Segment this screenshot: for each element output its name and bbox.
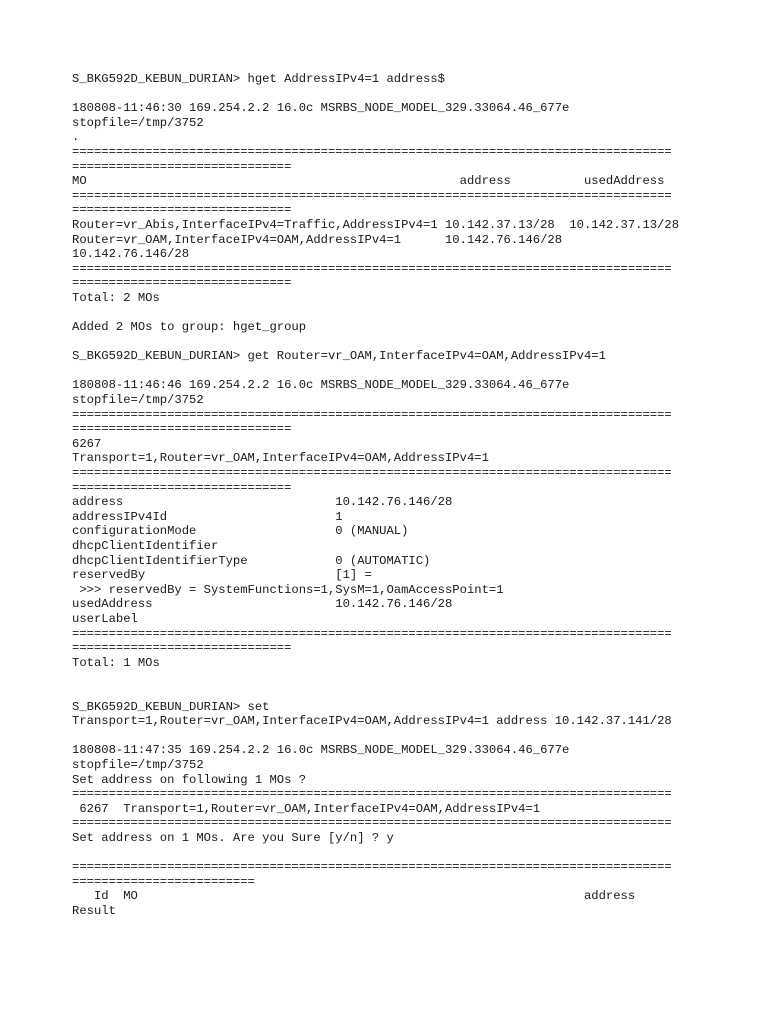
attribute-row: dhcpClientIdentifier — [72, 539, 219, 553]
stopfile-line: stopfile=/tmp/3752 — [72, 393, 204, 408]
separator-line: ============================== — [72, 276, 292, 291]
blank-line — [72, 845, 702, 860]
attribute-row: address 10.142.76.146/28 — [72, 495, 453, 510]
command-line-hget: S_BKG592D_KEBUN_DURIAN> hget AddressIPv4=1 address$ — [72, 72, 445, 86]
blank-line — [72, 364, 702, 379]
attribute-row: userLabel — [72, 611, 138, 626]
separator-line: ================================================================================== — [72, 407, 672, 422]
table-row: Router=vr_OAM,InterfaceIPv4=OAM,AddressIPv4=1 10.142.76.146/28 — [72, 232, 563, 247]
timestamp-line: 180808-11:47:35 169.254.2.2 16.0c MSRBS_NODE_MODEL_329.33064.46_677e — [72, 743, 570, 758]
result-header-continuation: Result — [72, 903, 116, 918]
separator-line: ================================================================================== — [72, 188, 672, 203]
stopfile-line: stopfile=/tmp/3752 — [72, 115, 204, 130]
attribute-row: dhcpClientIdentifierType 0 (AUTOMATIC) — [72, 553, 431, 568]
separator-line: ========================= — [72, 874, 255, 889]
group-added-line: Added 2 MOs to group: hget_group — [72, 320, 307, 335]
total-line: Total: 1 MOs — [72, 655, 160, 670]
separator-line: ============================== — [72, 641, 292, 656]
separator-line: ================================================================================== — [72, 787, 672, 802]
blank-line — [72, 306, 702, 321]
separator-line: ============================== — [72, 480, 292, 495]
timestamp-line: 180808-11:46:46 169.254.2.2 16.0c MSRBS_NODE_MODEL_329.33064.46_677e — [72, 378, 570, 393]
mo-id-line: 6267 — [72, 436, 102, 451]
separator-line: ============================== — [72, 422, 292, 437]
timestamp-line: 180808-11:46:30 169.254.2.2 16.0c MSRBS_NODE_MODEL_329.33064.46_677e — [72, 101, 570, 116]
stopfile-line: stopfile=/tmp/3752 — [72, 757, 204, 772]
terminal-transcript — [72, 72, 702, 918]
attribute-row: configurationMode 0 (MANUAL) — [72, 524, 409, 539]
progress-dot-line: . — [72, 130, 80, 145]
blank-line — [72, 685, 702, 700]
separator-line: ============================== — [72, 159, 292, 174]
confirm-answer-line: Set address on 1 MOs. Are you Sure [y/n] ? y — [72, 830, 394, 845]
blank-line — [72, 87, 702, 102]
confirm-prompt-line: Set address on following 1 MOs ? — [72, 772, 307, 787]
table-row-continuation: 10.142.76.146/28 — [72, 247, 190, 262]
command-line-get: S_BKG592D_KEBUN_DURIAN> get Router=vr_OAM,InterfaceIPv4=OAM,AddressIPv4=1 — [72, 349, 606, 364]
separator-line: ================================================================================== — [72, 466, 672, 481]
attribute-row: addressIPv4Id 1 — [72, 509, 343, 524]
blank-line — [72, 670, 702, 685]
separator-line: ================================================================================== — [72, 626, 672, 641]
command-continuation-line: Transport=1,Router=vr_OAM,InterfaceIPv4=OAM,AddressIPv4=1 address 10.142.37.141/28 — [72, 714, 672, 729]
total-line: Total: 2 MOs — [72, 290, 160, 305]
table-header-line: MO address usedAddress — [72, 174, 665, 189]
result-header-line: Id MO address — [72, 889, 636, 904]
separator-line: ================================================================================== — [72, 144, 672, 159]
mo-ldn-line: Transport=1,Router=vr_OAM,InterfaceIPv4=OAM,AddressIPv4=1 — [72, 451, 489, 466]
separator-line: ================================================================================== — [72, 860, 672, 875]
blank-line — [72, 729, 702, 744]
attribute-detail-row: >>> reservedBy = SystemFunctions=1,SysM=1,OamAccessPoint=1 — [72, 582, 504, 597]
table-row: Router=vr_Abis,InterfaceIPv4=Traffic,AddressIPv4=1 10.142.37.13/28 10.142.37.13/28 — [72, 217, 680, 232]
separator-line: ============================== — [72, 203, 292, 218]
mo-list-row: 6267 Transport=1,Router=vr_OAM,InterfaceIPv4=OAM,AddressIPv4=1 — [72, 801, 541, 816]
command-line-set: S_BKG592D_KEBUN_DURIAN> set — [72, 699, 270, 714]
separator-line: ================================================================================== — [72, 261, 672, 276]
attribute-row: usedAddress 10.142.76.146/28 — [72, 597, 453, 612]
separator-line: ================================================================================== — [72, 816, 672, 831]
blank-line — [72, 335, 702, 350]
attribute-row: reservedBy [1] = — [72, 568, 372, 583]
